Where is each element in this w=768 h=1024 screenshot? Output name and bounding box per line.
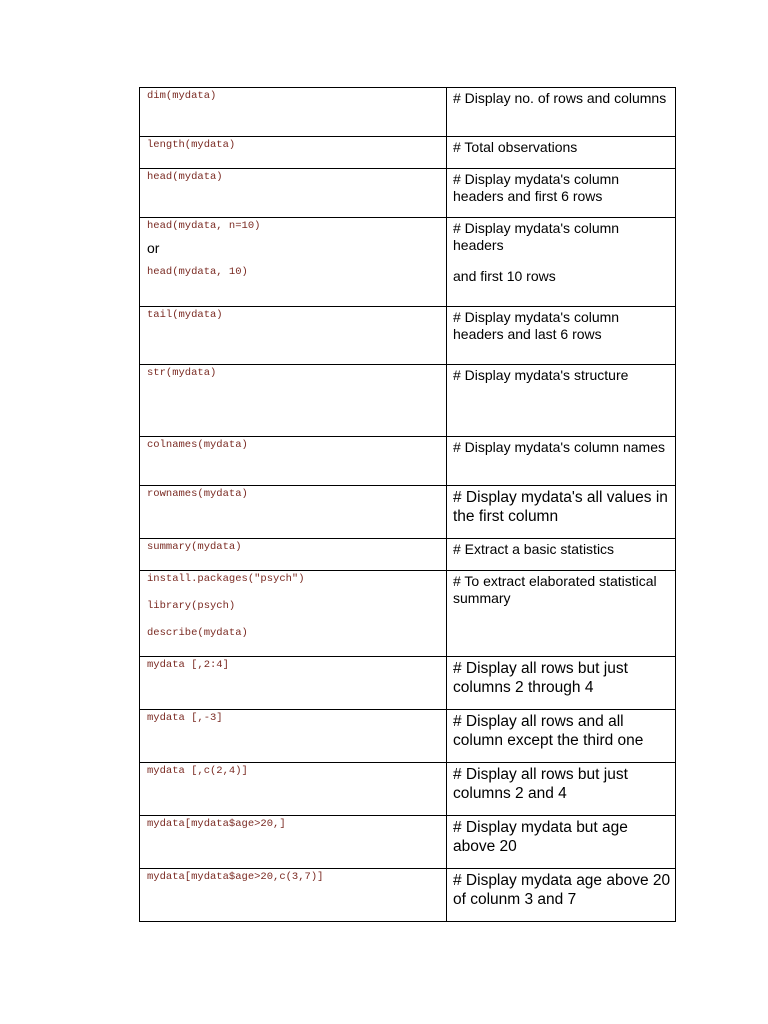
description-text: # Display mydata but age above 20: [453, 819, 628, 855]
table-row: [140, 539, 676, 571]
table-row: [140, 307, 676, 365]
table-row: [140, 169, 676, 218]
description-text: # Display all rows and all column except the third one: [453, 713, 644, 749]
table-row: [140, 869, 676, 922]
code-cell: [140, 137, 447, 169]
description-text: # Display mydata's column headers and first 6 rows: [453, 171, 620, 204]
table-row: [140, 88, 676, 137]
code-line: head(mydata): [147, 171, 223, 183]
table-row: [140, 218, 676, 307]
table-row: [140, 710, 676, 763]
table-row: [140, 365, 676, 437]
description-text: and first 10 rows: [453, 268, 556, 284]
description-cell: [447, 539, 676, 571]
code-line: mydata[mydata$age>20,c(3,7)]: [147, 871, 324, 883]
description-cell: [447, 869, 676, 922]
table-row: [140, 571, 676, 657]
code-cell: [140, 365, 447, 437]
description-text: # Display mydata's structure: [453, 367, 629, 383]
code-cell: [140, 869, 447, 922]
description-cell: [447, 763, 676, 816]
code-line: install.packages("psych"): [147, 573, 305, 585]
code-cell: [140, 710, 447, 763]
description-text: # Display all rows but just columns 2 and 4: [453, 766, 628, 802]
description-cell: [447, 571, 676, 657]
description-cell: [447, 88, 676, 137]
table-row: [140, 816, 676, 869]
code-line: library(psych): [147, 600, 236, 612]
description-text: # Display mydata age above 20 of colunm 3 and 7: [453, 872, 671, 908]
code-cell: [140, 816, 447, 869]
code-cell: [140, 657, 447, 710]
description-text: # Display mydata's column headers: [453, 220, 620, 253]
description-text: # Display mydata's all values in the first column: [453, 489, 668, 525]
description-text: # Display mydata's column headers and last 6 rows: [453, 309, 620, 342]
description-cell: [447, 137, 676, 169]
code-line: str(mydata): [147, 367, 217, 379]
table-row: [140, 763, 676, 816]
code-line: mydata[mydata$age>20,]: [147, 818, 286, 830]
table-row: [140, 137, 676, 169]
description-text: # To extract elaborated statistical summary: [453, 573, 657, 606]
code-cell: [140, 88, 447, 137]
description-cell: [447, 218, 676, 307]
table-row: [140, 657, 676, 710]
code-cell: [140, 169, 447, 218]
description-cell: [447, 365, 676, 437]
table-row: [140, 486, 676, 539]
or-separator: or: [147, 240, 160, 256]
code-cell: [140, 763, 447, 816]
code-line: rownames(mydata): [147, 488, 248, 500]
r-commands-table: [139, 87, 676, 922]
description-cell: [447, 816, 676, 869]
code-line: mydata [,-3]: [147, 712, 223, 724]
code-line: mydata [,2:4]: [147, 659, 229, 671]
code-cell: [140, 218, 447, 307]
code-line: head(mydata, 10): [147, 266, 248, 278]
description-text: # Extract a basic statistics: [453, 541, 615, 557]
description-text: # Display all rows but just columns 2 through 4: [453, 660, 628, 696]
code-cell: [140, 437, 447, 486]
code-cell: [140, 307, 447, 365]
description-text: # Display no. of rows and columns: [453, 90, 667, 106]
code-cell: [140, 571, 447, 657]
code-line: summary(mydata): [147, 541, 242, 553]
description-cell: [447, 710, 676, 763]
description-cell: [447, 169, 676, 218]
code-line: tail(mydata): [147, 309, 223, 321]
description-cell: [447, 657, 676, 710]
description-text: # Display mydata's column names: [453, 439, 665, 455]
description-text: # Total observations: [453, 139, 578, 155]
code-line: length(mydata): [147, 139, 236, 151]
table-row: [140, 437, 676, 486]
code-line: dim(mydata): [147, 90, 217, 102]
code-line: colnames(mydata): [147, 439, 248, 451]
description-cell: [447, 307, 676, 365]
code-line: describe(mydata): [147, 627, 248, 639]
description-cell: [447, 486, 676, 539]
code-line: head(mydata, n=10): [147, 220, 261, 232]
code-cell: [140, 539, 447, 571]
code-line: mydata [,c(2,4)]: [147, 765, 248, 777]
description-cell: [447, 437, 676, 486]
code-cell: [140, 486, 447, 539]
